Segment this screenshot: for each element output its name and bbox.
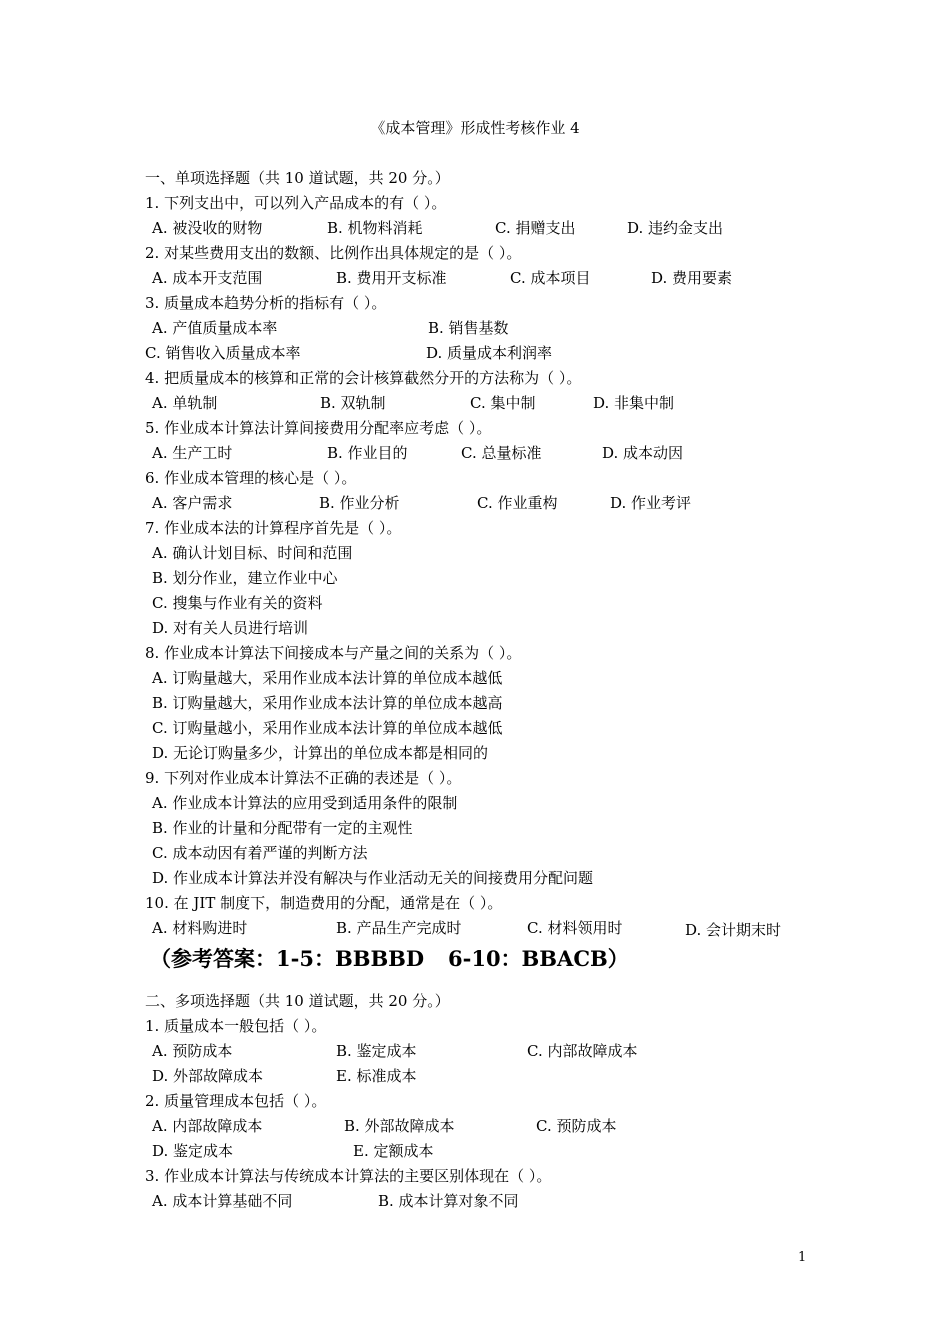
option-line <box>0 541 900 566</box>
option-line <box>0 616 900 641</box>
option-line <box>0 816 900 841</box>
document-title: 《成本管理》形成性考核作业 4 <box>370 119 580 137</box>
section-2-heading: 二、多项选择题（共 10 道试题，共 20 分。） <box>145 992 450 1010</box>
option: D. 作业考评 <box>610 494 692 512</box>
option: D. 非集中制 <box>593 394 675 412</box>
options-row <box>0 316 900 341</box>
option: B. 作业目的 <box>327 444 408 462</box>
options-row <box>0 1139 900 1164</box>
question-2-1: 1. 质量成本一般包括（ ）。 <box>145 1017 327 1035</box>
option: D. 费用要素 <box>651 269 733 287</box>
option: B. 作业的计量和分配带有一定的主观性 <box>152 819 413 837</box>
option: D. 质量成本利润率 <box>426 344 553 362</box>
option-line <box>0 691 900 716</box>
option: B. 双轨制 <box>320 394 386 412</box>
option: A. 材料购进时 <box>152 919 248 937</box>
option: C. 捐赠支出 <box>495 219 576 237</box>
question-1-6: 6. 作业成本管理的核心是（ ）。 <box>145 469 357 487</box>
options-row <box>0 491 900 516</box>
question-2-2: 2. 质量管理成本包括（ ）。 <box>145 1092 327 1110</box>
option: C. 总量标准 <box>461 444 542 462</box>
option: B. 作业分析 <box>319 494 400 512</box>
option: A. 内部故障成本 <box>152 1117 263 1135</box>
option: A. 成本开支范围 <box>152 269 263 287</box>
option: C. 预防成本 <box>536 1117 617 1135</box>
options-row <box>0 216 900 241</box>
options-row <box>0 441 900 466</box>
answer-part-1: （参考答案：1-5：BBBBD <box>150 946 425 971</box>
option: A. 作业成本计算法的应用受到适用条件的限制 <box>152 794 458 812</box>
options-row <box>0 916 900 941</box>
option: D. 会计期末时 <box>685 921 782 939</box>
option: B. 销售基数 <box>428 319 509 337</box>
option-line <box>0 866 900 891</box>
question-1-7: 7. 作业成本法的计算程序首先是（ ）。 <box>145 519 402 537</box>
question-1-5: 5. 作业成本计算法计算间接费用分配率应考虑（ ）。 <box>145 419 492 437</box>
question-1-9: 9. 下列对作业成本计算法不正确的表述是（ ）。 <box>145 769 462 787</box>
option: E. 标准成本 <box>336 1067 417 1085</box>
options-row <box>0 1114 900 1139</box>
options-row <box>0 1064 900 1089</box>
option-line <box>0 566 900 591</box>
option: A. 产值质量成本率 <box>152 319 278 337</box>
option: B. 外部故障成本 <box>344 1117 455 1135</box>
option: A. 单轨制 <box>152 394 218 412</box>
option: C. 订购量越小，采用作业成本法计算的单位成本越低 <box>152 719 503 737</box>
options-row <box>0 391 900 416</box>
options-row <box>0 1189 900 1214</box>
question-1-2: 2. 对某些费用支出的数额、比例作出具体规定的是（ ）。 <box>145 244 522 262</box>
option: B. 费用开支标准 <box>336 269 447 287</box>
option: A. 订购量越大，采用作业成本法计算的单位成本越低 <box>152 669 503 687</box>
answer-part-2: 6-10：BBACB） <box>448 946 629 971</box>
option-line <box>0 666 900 691</box>
option: C. 材料领用时 <box>527 919 623 937</box>
option: D. 无论订购量多少，计算出的单位成本都是相同的 <box>152 744 489 762</box>
question-1-3: 3. 质量成本趋势分析的指标有（ ）。 <box>145 294 387 312</box>
option: A. 确认计划目标、时间和范围 <box>152 544 353 562</box>
option: A. 成本计算基础不同 <box>152 1192 293 1210</box>
option: D. 违约金支出 <box>627 219 724 237</box>
option: B. 划分作业，建立作业中心 <box>152 569 338 587</box>
option: C. 搜集与作业有关的资料 <box>152 594 323 612</box>
option: C. 作业重构 <box>477 494 558 512</box>
option: C. 成本动因有着严谨的判断方法 <box>152 844 368 862</box>
option: D. 鉴定成本 <box>152 1142 234 1160</box>
option: D. 作业成本计算法并没有解决与作业活动无关的间接费用分配问题 <box>152 869 594 887</box>
option-line <box>0 791 900 816</box>
option: B. 产品生产完成时 <box>336 919 462 937</box>
options-row <box>0 266 900 291</box>
option: B. 鉴定成本 <box>336 1042 417 1060</box>
option-line <box>0 841 900 866</box>
option: B. 成本计算对象不同 <box>378 1192 519 1210</box>
options-row <box>0 1039 900 1064</box>
option: E. 定额成本 <box>353 1142 434 1160</box>
option: B. 机物料消耗 <box>327 219 423 237</box>
option-line <box>0 716 900 741</box>
option: D. 对有关人员进行培训 <box>152 619 309 637</box>
question-1-8: 8. 作业成本计算法下间接成本与产量之间的关系为（ ）。 <box>145 644 522 662</box>
section-1-heading: 一、单项选择题（共 10 道试题，共 20 分。） <box>145 169 450 187</box>
option: A. 客户需求 <box>152 494 233 512</box>
question-2-3: 3. 作业成本计算法与传统成本计算法的主要区别体现在（ ）。 <box>145 1167 552 1185</box>
option: C. 销售收入质量成本率 <box>145 344 301 362</box>
question-1-1: 1. 下列支出中，可以列入产品成本的有（ ）。 <box>145 194 447 212</box>
question-1-4: 4. 把质量成本的核算和正常的会计核算截然分开的方法称为（ ）。 <box>145 369 582 387</box>
option: A. 被没收的财物 <box>152 219 263 237</box>
option: B. 订购量越大，采用作业成本法计算的单位成本越高 <box>152 694 503 712</box>
option: D. 外部故障成本 <box>152 1067 264 1085</box>
option: A. 预防成本 <box>152 1042 233 1060</box>
option-line <box>0 741 900 766</box>
options-row <box>0 341 900 366</box>
option: C. 内部故障成本 <box>527 1042 638 1060</box>
question-1-10: 10. 在 JIT 制度下，制造费用的分配，通常是在（ ）。 <box>145 894 503 912</box>
option: D. 成本动因 <box>602 444 684 462</box>
option: C. 成本项目 <box>510 269 591 287</box>
option-line <box>0 591 900 616</box>
option: C. 集中制 <box>470 394 536 412</box>
option: A. 生产工时 <box>152 444 233 462</box>
page-number: 1 <box>798 1250 807 1265</box>
